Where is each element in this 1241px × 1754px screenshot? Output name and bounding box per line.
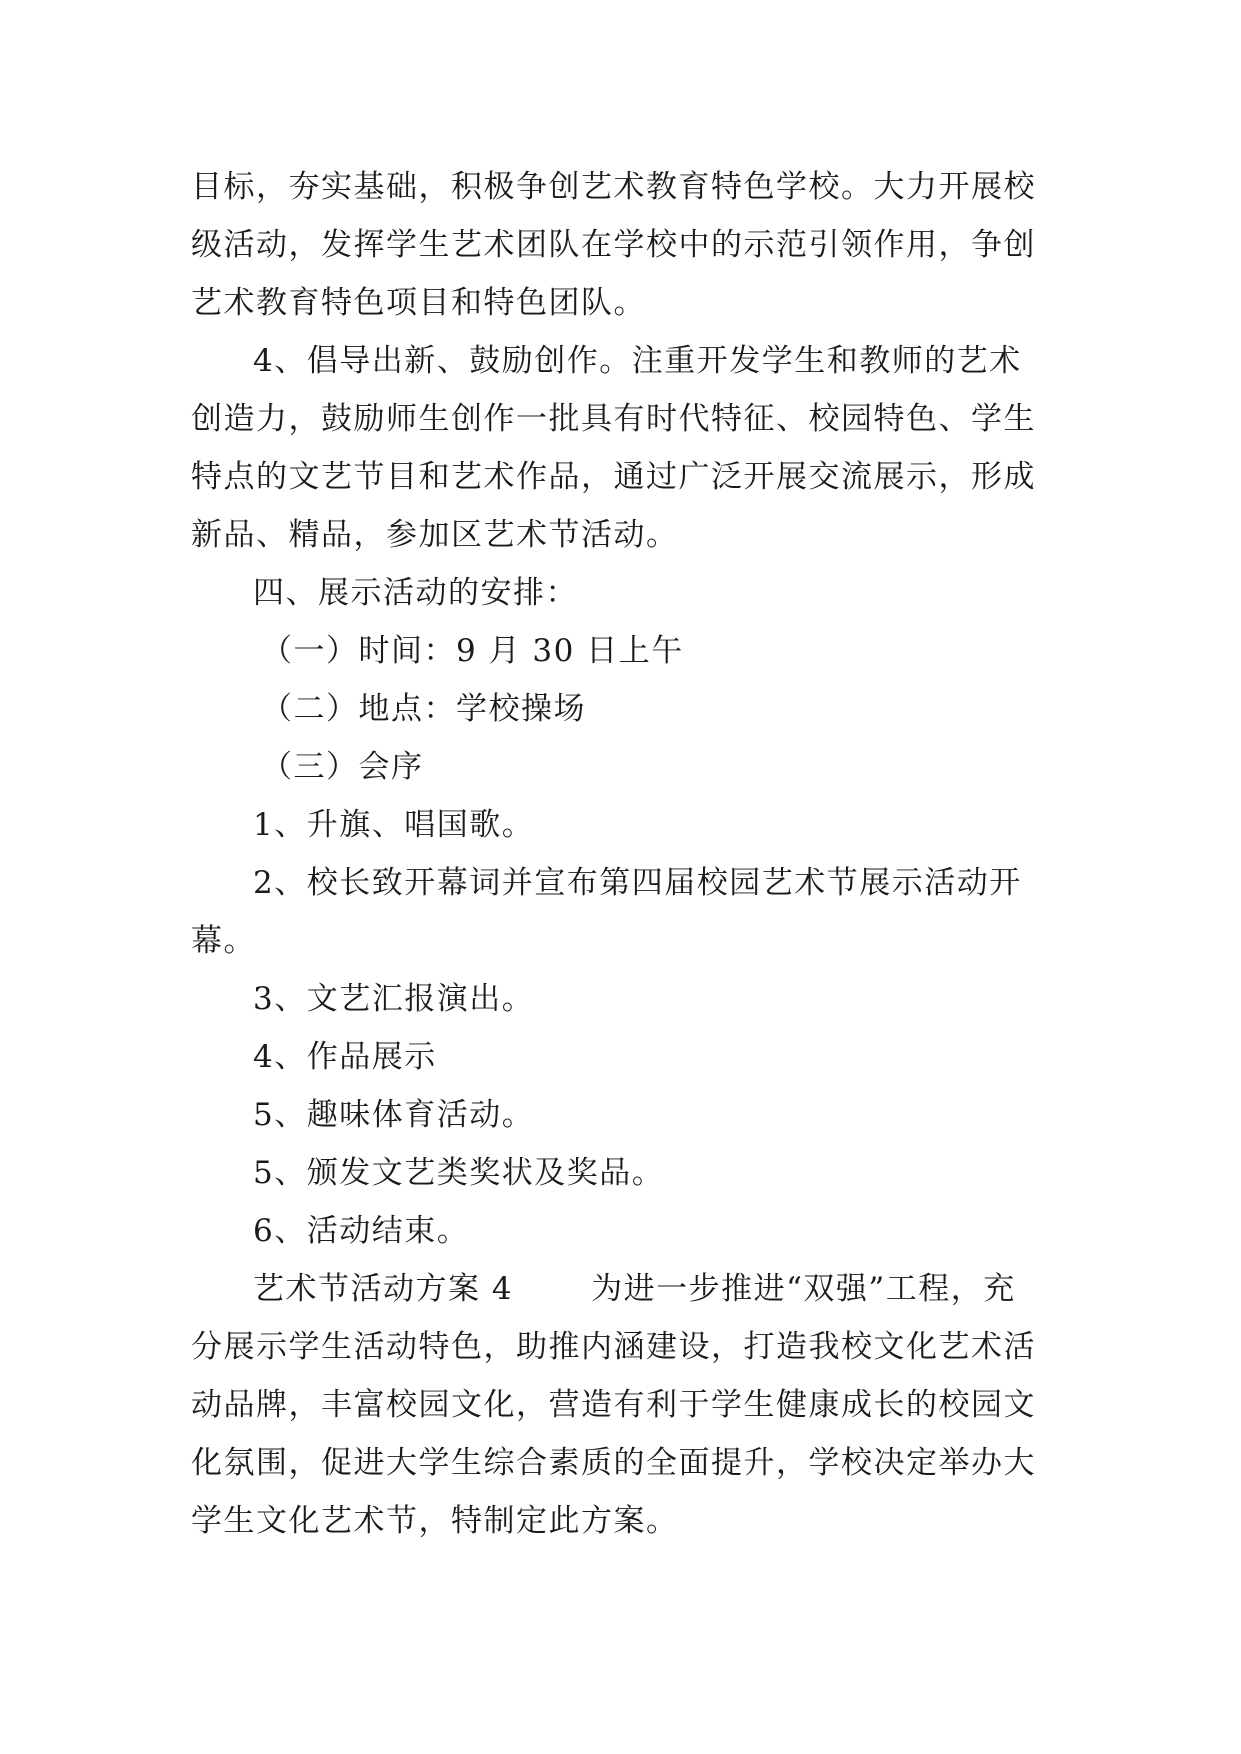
list-item: 3、文艺汇报演出。 xyxy=(253,981,535,1017)
paragraph-line: 目标，夯实基础，积极争创艺术教育特色学校。大力开展校 xyxy=(191,169,1036,205)
paragraph-line: 艺术教育特色项目和特色团队。 xyxy=(191,285,646,321)
list-item: 2、校长致开幕词并宣布第四届校园艺术节展示活动开 xyxy=(253,865,1022,901)
document-body xyxy=(191,158,1051,1550)
paragraph-line: 级活动，发挥学生艺术团队在学校中的示范引领作用，争创 xyxy=(191,227,1036,263)
paragraph-line: 动品牌，丰富校园文化，营造有利于学生健康成长的校园文 xyxy=(191,1387,1036,1423)
paragraph-line xyxy=(191,1260,1051,1318)
paragraph-line: 新品、精品，参加区艺术节活动。 xyxy=(191,517,679,553)
list-item: 4、作品展示 xyxy=(253,1039,437,1075)
paragraph-line: 4、倡导出新、鼓励创作。注重开发学生和教师的艺术 xyxy=(253,343,1022,379)
paragraph-line: 学生文化艺术节，特制定此方案。 xyxy=(191,1503,679,1539)
paragraph-line: 幕。 xyxy=(191,923,256,959)
paragraph-text: 为进一步推进“双强”工程，充 xyxy=(591,1271,1016,1307)
list-item: 5、颁发文艺类奖状及奖品。 xyxy=(253,1155,665,1191)
list-item: （三）会序 xyxy=(261,749,424,785)
list-item: 1、升旗、唱国歌。 xyxy=(253,807,535,843)
paragraph-line: 分展示学生活动特色，助推内涵建设，打造我校文化艺术活 xyxy=(191,1329,1036,1365)
list-item: 5、趣味体育活动。 xyxy=(253,1097,535,1133)
paragraph-line: 特点的文艺节目和艺术作品，通过广泛开展交流展示，形成 xyxy=(191,459,1036,495)
section-heading: 四、展示活动的安排： xyxy=(253,575,578,611)
section-title: 艺术节活动方案 4 xyxy=(253,1271,514,1307)
list-item: （一）时间：9 月 30 日上午 xyxy=(261,633,684,669)
paragraph-line: 创造力，鼓励师生创作一批具有时代特征、校园特色、学生 xyxy=(191,401,1036,437)
list-item: 6、活动结束。 xyxy=(253,1213,470,1249)
paragraph-line: 化氛围，促进大学生综合素质的全面提升，学校决定举办大 xyxy=(191,1445,1036,1481)
list-item: （二）地点：学校操场 xyxy=(261,691,586,727)
